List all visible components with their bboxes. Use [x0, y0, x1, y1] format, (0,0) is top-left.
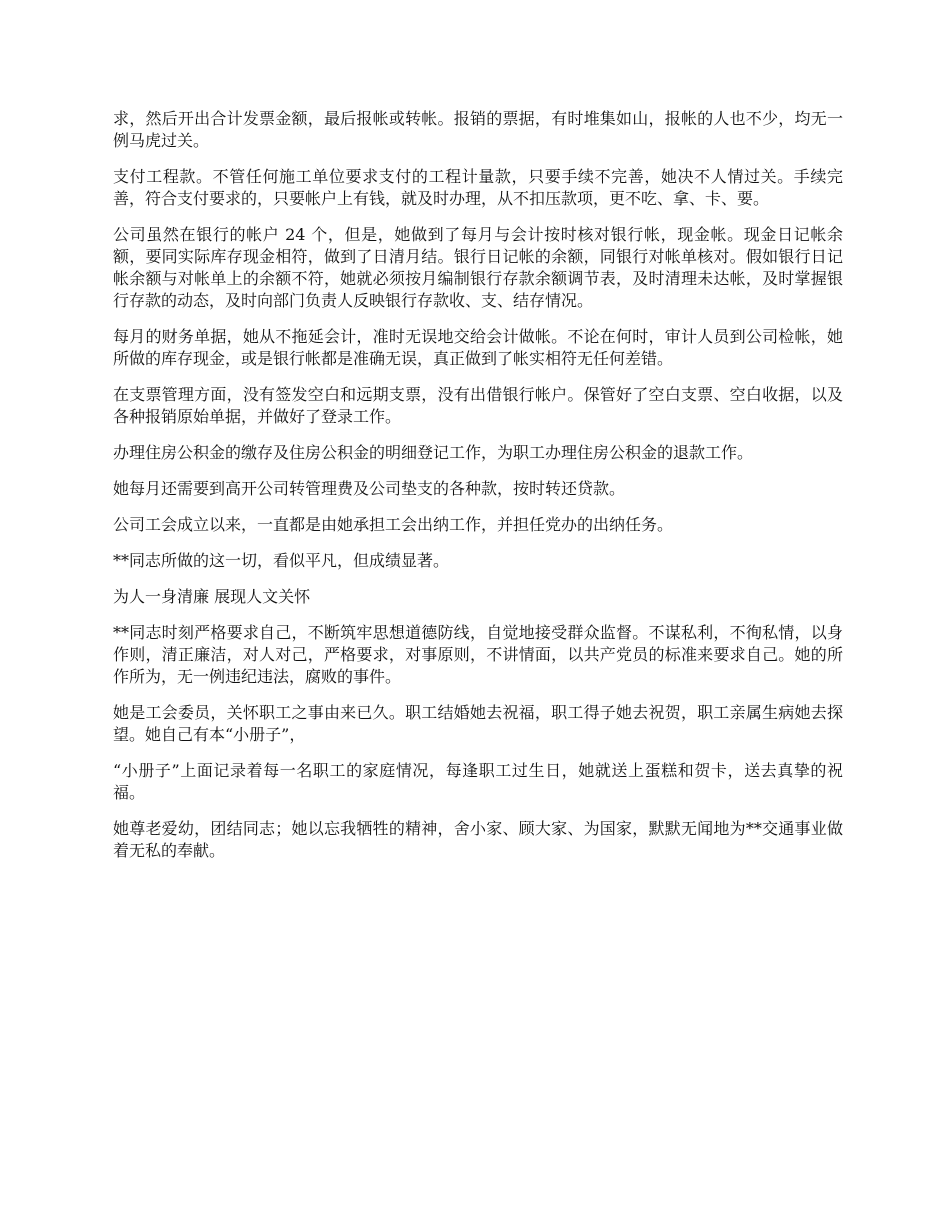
paragraph-booklet: “小册子”上面记录着每一名职工的家庭情况，每逢职工过生日，她就送上蛋糕和贺卡，送去真挚的祝福。	[113, 761, 843, 802]
paragraph-reimbursement: 求，然后开出合计发票金额，最后报帐或转帐。报销的票据，有时堆集如山，报帐的人也不少，均无一例马虎过关。	[113, 109, 843, 150]
paragraph-monthly-documents: 每月的财务单据，她从不拖延会计，准时无误地交给会计做帐。不论在何时，审计人员到公司检帐，她所做的库存现金，或是银行帐都是准确无误，真正做到了帐实相符无任何差错。	[113, 327, 843, 368]
paragraph-check-management: 在支票管理方面，没有签发空白和远期支票，没有出借银行帐户。保管好了空白支票、空白收据，以及各种报销原始单据，并做好了登录工作。	[113, 385, 843, 426]
section-heading: 为人一身清廉 展现人文关怀	[113, 587, 311, 606]
paragraph-union-member: 她是工会委员，关怀职工之事由来已久。职工结婚她去祝福，职工得子她去祝贺，职工亲属生病她去探望。她自己有本“小册子”，	[113, 703, 843, 744]
paragraph-summary: **同志所做的这一切，看似平凡，但成绩显著。	[113, 551, 450, 570]
paragraph-integrity: **同志时刻严格要求自己，不断筑牢思想道德防线，自觉地接受群众监督。不谋私利，不徇私情，以身作则，清正廉洁，对人对己，严格要求，对事原则，不讲情面，以共产党员的标准来要求自己。她的所作所为，无一例违纪违法，腐败的事件。	[113, 623, 843, 686]
paragraph-union-cashier: 公司工会成立以来，一直都是由她承担工会出纳工作，并担任党办的出纳任务。	[113, 515, 674, 534]
document-page	[113, 108, 843, 876]
paragraph-dedication: 她尊老爱幼，团结同志；她以忘我牺牲的精神，舍小家、顾大家、为国家，默默无闻地为**交通事业做着无私的奉献。	[113, 819, 843, 860]
paragraph-bank-accounts: 公司虽然在银行的帐户 24 个，但是，她做到了每月与会计按时核对银行帐，现金帐。现金日记帐余额，要同实际库存现金相符，做到了日清月结。银行日记帐的余额，同银行对帐单核对。假如银行日记帐余额与对帐单上的余额不符，她就必须按月编制银行存款余额调节表，及时清理未达帐，及时掌握银行存款的动态，及时向部门负责人反映银行存款收、支、结存情况。	[113, 225, 843, 310]
paragraph-management-fee: 她每月还需要到高开公司转管理费及公司垫支的各种款，按时转还贷款。	[113, 479, 626, 498]
paragraph-project-payment: 支付工程款。不管任何施工单位要求支付的工程计量款，只要手续不完善，她决不人情过关。手续完善，符合支付要求的，只要帐户上有钱，就及时办理，从不扣压款项，更不吃、拿、卡、要。	[113, 167, 843, 208]
paragraph-housing-fund: 办理住房公积金的缴存及住房公积金的明细登记工作，为职工办理住房公积金的退款工作。	[113, 443, 754, 462]
